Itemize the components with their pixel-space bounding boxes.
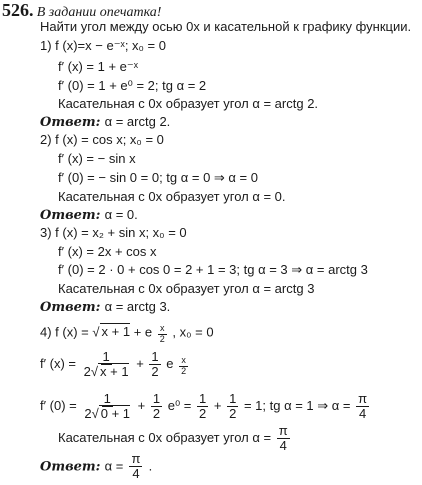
- part2-answer: [40, 208, 138, 224]
- part2-line1: 2) f (x) = cos x; x₀ = 0: [40, 132, 164, 147]
- exponent-fraction: $\frac{x}{2}$: [181, 354, 187, 376]
- part1-answer: [40, 115, 170, 131]
- part3-line3: f′ (0) = 2 · 0 + cos 0 = 2 + 1 = 3; tg α = 3 ⇒ α = arctg 3: [58, 262, 368, 277]
- problem-number: 526.: [2, 0, 34, 20]
- problem-header: [2, 0, 161, 21]
- evaluation-fraction1: $\frac{1}{2√ 0 + 1}$: [84, 391, 131, 422]
- part3-line2: f′ (x) = 2x + cos x: [58, 244, 157, 259]
- half-fraction: $\frac{1}{2}$: [229, 391, 237, 422]
- problem-note: В задании опечатка!: [36, 5, 162, 20]
- answer-text: α = arctg 3.: [104, 299, 171, 314]
- half-fraction: $\frac{1}{2}$: [152, 391, 161, 422]
- derivative-fraction1: $\frac{1}{2√ x + 1}$: [83, 349, 129, 380]
- part4-tangent: Касательная с 0x образует угол α = $\frac{\pi}{4}$: [58, 423, 288, 454]
- answer-label: Ответ:: [40, 459, 101, 475]
- part2-line2: f′ (x) = − sin x: [58, 151, 136, 166]
- pi-quarter-fraction: $\frac{\pi}{4}$: [131, 451, 141, 482]
- pi-quarter-fraction: $\frac{\pi}{4}$: [278, 423, 288, 454]
- part1-line1: 1) f (x)=x − e⁻ˣ; x₀ = 0: [40, 38, 166, 53]
- part1-line2: f′ (x) = 1 + e⁻ˣ: [58, 59, 139, 74]
- part4-line1: 4) f (x) = √ x + 1 + e $\frac{x}{2}$ , x₀ = 0: [40, 323, 214, 344]
- pi-quarter-fraction: $\frac{\pi}{4}$: [358, 391, 368, 422]
- part3-line1: 3) f (x) = x₂ + sin x; x₀ = 0: [40, 225, 187, 240]
- answer-label: Ответ:: [40, 115, 101, 130]
- problem-intro: Найти угол между осью 0x и касательной к графику функции.: [40, 19, 412, 34]
- derivative-fraction2: $\frac{1}{2}$: [151, 349, 159, 380]
- part3-answer: [40, 300, 170, 316]
- exponent-fraction: $\frac{x}{2}$: [159, 323, 165, 344]
- half-fraction: $\frac{1}{2}$: [199, 391, 207, 422]
- answer-label: Ответ:: [40, 300, 101, 315]
- answer-label: Ответ:: [40, 208, 101, 223]
- part4-evaluation: f′ (0) = $\frac{1}{2√ 0 + 1}$ + $\frac{1}{2}$ e⁰ = $\frac{1}{2}$ + $\frac{1}{2}$ = 1; tg α = 1 ⇒ α = $\frac{\pi}{4}$: [40, 391, 368, 422]
- part1-tangent: Касательная с 0x образует угол α = arctg 2.: [58, 96, 319, 111]
- part2-line3: f′ (0) = − sin 0 = 0; tg α = 0 ⇒ α = 0: [58, 170, 258, 185]
- part1-line3: f′ (0) = 1 + e⁰ = 2; tg α = 2: [58, 78, 207, 93]
- part4-answer: Ответ: α = $\frac{\pi}{4}$ .: [40, 451, 153, 482]
- part3-tangent: Касательная с 0x образует угол α = arctg 3: [58, 281, 315, 296]
- sqrt-arg: x + 1: [101, 324, 131, 340]
- answer-text: α = arctg 2.: [104, 114, 171, 129]
- part2-tangent: Касательная с 0x образует угол α = 0.: [58, 189, 286, 204]
- answer-text: α = 0.: [104, 207, 138, 222]
- part4-derivative: f′ (x) = $\frac{1}{2√ x + 1}$ + $\frac{1}{2}$ e $\frac{x}{2}$: [40, 349, 187, 380]
